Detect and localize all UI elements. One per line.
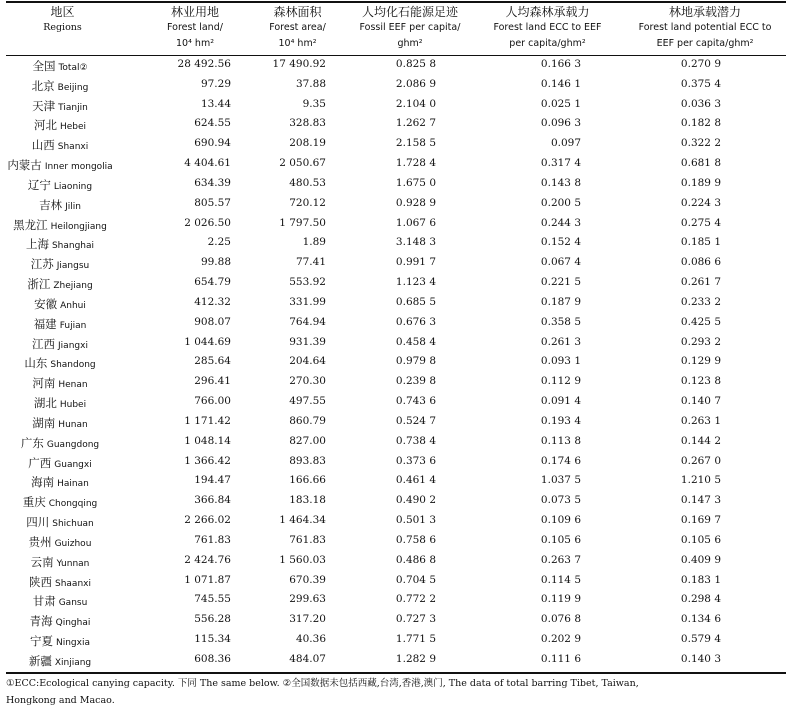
forest-area-value: 40.36 <box>295 633 326 646</box>
forest-ecc-value: 0.317 4 <box>540 157 581 170</box>
region-name <box>0 296 120 312</box>
forest-land-value: 745.55 <box>194 593 231 606</box>
region-name-en: Hunan <box>58 419 88 430</box>
region-name <box>0 157 120 173</box>
region-name <box>0 455 120 471</box>
region-name-zh: 四川 <box>26 515 50 530</box>
region-name-zh: 上海 <box>25 237 49 252</box>
forest-ecc-value: 0.200 5 <box>540 196 581 209</box>
land-potential-value: 0.144 2 <box>680 434 721 447</box>
region-name <box>0 494 120 510</box>
region-name-zh: 天津 <box>32 98 56 113</box>
land-potential-value: 1.210 5 <box>680 474 721 487</box>
table-row <box>0 215 791 235</box>
forest-land-value: 1 048.14 <box>184 434 231 447</box>
fossil-eef-value: 3.148 3 <box>395 236 436 249</box>
forest-land-value: 761.83 <box>194 533 231 546</box>
land-potential-value: 0.036 3 <box>680 97 721 110</box>
table-row <box>0 56 791 76</box>
region-name <box>0 276 120 292</box>
forest-ecc-value: 0.244 3 <box>540 216 581 229</box>
region-name-en: Shaanxi <box>55 578 91 589</box>
region-name-en: Ningxia <box>56 638 90 649</box>
table-row <box>0 472 791 492</box>
forest-land-value: 1 071.87 <box>184 573 231 586</box>
forest-ecc-value: 0.119 9 <box>540 593 581 606</box>
fossil-eef-value: 1.771 5 <box>395 633 436 646</box>
region-name-en: Total② <box>58 63 88 73</box>
forest-area-value: 670.39 <box>289 573 326 586</box>
fossil-eef-value: 0.458 4 <box>395 335 436 348</box>
region-name <box>0 256 120 272</box>
forest-ecc-value: 0.105 6 <box>540 533 581 546</box>
forest-ecc-value: 0.193 4 <box>540 414 581 427</box>
forest-land-value: 908.07 <box>194 315 231 328</box>
region-name-en: Guizhou <box>54 538 92 549</box>
table-row <box>0 234 791 254</box>
region-name-zh: 广东 <box>20 435 44 450</box>
forest-area-value: 720.12 <box>289 196 326 209</box>
forest-area-value: 204.64 <box>289 355 326 368</box>
region-name-zh: 安徽 <box>34 296 58 311</box>
table-row <box>0 334 791 354</box>
forest-area-value: 270.30 <box>289 375 326 388</box>
table-row <box>0 155 791 175</box>
table-row <box>0 651 791 671</box>
fossil-eef-value: 0.991 7 <box>395 256 436 269</box>
forest-area-value: 2 050.67 <box>279 157 326 170</box>
forest-land-value: 2 266.02 <box>184 514 231 527</box>
forest-area-value: 893.83 <box>289 454 326 467</box>
table-row <box>0 294 791 314</box>
forest-area-value: 553.92 <box>289 276 326 289</box>
region-name-zh: 北京 <box>31 78 55 93</box>
region-name-en: Henan <box>58 380 88 391</box>
fossil-eef-value: 1.262 7 <box>395 117 436 130</box>
land-potential-value: 0.375 4 <box>680 77 721 90</box>
region-name-en: Shanxi <box>57 142 89 153</box>
region-name <box>0 197 120 213</box>
land-potential-value: 0.185 1 <box>680 236 721 249</box>
region-name-zh: 重庆 <box>22 495 46 510</box>
fossil-eef-value: 0.727 3 <box>395 613 436 626</box>
forest-ecc-value: 0.152 4 <box>540 236 581 249</box>
fossil-eef-value: 0.704 5 <box>395 573 436 586</box>
forest-ecc-value: 0.091 4 <box>540 395 581 408</box>
forest-area-value: 1.89 <box>302 236 326 249</box>
land-potential-value: 0.425 5 <box>680 315 721 328</box>
forest-area-value: 77.41 <box>295 256 326 269</box>
fossil-eef-value: 0.928 9 <box>395 196 436 209</box>
region-name <box>0 554 120 570</box>
region-name-zh: 吉林 <box>39 197 63 212</box>
fossil-eef-value: 1.123 4 <box>395 276 436 289</box>
region-name-zh: 海南 <box>31 475 55 490</box>
region-name-zh: 广西 <box>28 455 52 470</box>
region-name-en: Heilongjiang <box>50 221 107 232</box>
forest-ecc-value: 0.097 <box>550 137 581 150</box>
land-potential-value: 0.224 3 <box>680 196 721 209</box>
region-name-en: Shanghai <box>51 241 95 252</box>
forest-area-value: 764.94 <box>289 315 326 328</box>
forest-ecc-value: 0.093 1 <box>540 355 581 368</box>
footnote <box>6 675 786 709</box>
forest-ecc-value: 0.358 5 <box>540 315 581 328</box>
table-row <box>0 353 791 373</box>
forest-ecc-value: 0.166 3 <box>540 58 581 70</box>
forest-area-value: 9.35 <box>302 97 326 110</box>
forest-land-value: 28 492.56 <box>177 58 231 70</box>
region-name-en: Jiangxi <box>58 340 88 351</box>
forest-area-value: 317.20 <box>289 613 326 626</box>
forest-ecc-value: 0.096 3 <box>540 117 581 130</box>
land-potential-value: 0.270 9 <box>680 58 721 70</box>
forest-land-value: 366.84 <box>194 494 231 507</box>
fossil-eef-value: 2.086 9 <box>395 77 436 90</box>
fossil-eef-value: 0.676 3 <box>395 315 436 328</box>
forest-ecc-value: 0.112 9 <box>540 375 581 388</box>
forest-land-value: 1 366.42 <box>184 454 231 467</box>
bottom-rule <box>6 672 786 674</box>
table-row <box>0 413 791 433</box>
forest-area-value: 484.07 <box>289 652 326 665</box>
forest-area-value: 183.18 <box>289 494 326 507</box>
forest-land-value: 2 026.50 <box>184 216 231 229</box>
forest-ecc-value: 0.187 9 <box>540 295 581 308</box>
forest-land-value: 690.94 <box>194 137 231 150</box>
forest-ecc-value: 0.261 3 <box>540 335 581 348</box>
region-name-en: Shandong <box>50 360 96 371</box>
table-row <box>0 512 791 532</box>
region-name-en: Jilin <box>65 201 81 212</box>
fossil-eef-value: 0.979 8 <box>395 355 436 368</box>
forest-ecc-value: 0.111 6 <box>540 652 581 665</box>
region-name-zh: 江苏 <box>30 257 54 272</box>
land-potential-value: 0.123 8 <box>680 375 721 388</box>
forest-area-value: 480.53 <box>289 176 326 189</box>
fossil-eef-value: 1.067 6 <box>395 216 436 229</box>
forest-ecc-value: 0.073 5 <box>540 494 581 507</box>
forest-area-value: 166.66 <box>289 474 326 487</box>
forest-land-value: 194.47 <box>194 474 231 487</box>
forest-land-value: 4 404.61 <box>184 157 231 170</box>
forest-area-value: 1 797.50 <box>279 216 326 229</box>
fossil-eef-value: 0.743 6 <box>395 395 436 408</box>
region-name <box>0 336 120 352</box>
region-name-en: Guangdong <box>46 439 100 450</box>
region-name <box>0 117 120 133</box>
forest-land-value: 115.34 <box>194 633 231 646</box>
forest-land-value: 2 424.76 <box>184 553 231 566</box>
region-name-en: Chongqing <box>48 499 98 510</box>
region-name-zh: 甘肃 <box>32 594 56 609</box>
land-potential-value: 0.140 7 <box>680 395 721 408</box>
land-potential-value: 0.134 6 <box>680 613 721 626</box>
region-name-en: Hubei <box>59 400 87 411</box>
region-name-en: Hebei <box>59 122 87 133</box>
region-name-zh: 山东 <box>24 356 48 371</box>
forest-ecc-value: 0.113 8 <box>540 434 581 447</box>
region-name-en: Yunnan <box>56 558 90 569</box>
region-name <box>0 316 120 332</box>
top-rule <box>6 1 786 3</box>
forest-ecc-value: 1.037 5 <box>540 474 581 487</box>
land-potential-value: 0.579 4 <box>680 633 721 646</box>
land-potential-value: 0.267 0 <box>680 454 721 467</box>
region-name <box>0 534 120 550</box>
fossil-eef-value: 1.675 0 <box>395 176 436 189</box>
forest-land-value: 766.00 <box>194 395 231 408</box>
table-row <box>0 532 791 552</box>
region-name-en: Hainan <box>57 479 89 490</box>
forest-ecc-value: 0.143 8 <box>540 176 581 189</box>
forest-land-value: 634.39 <box>194 176 231 189</box>
table-row <box>0 453 791 473</box>
forest-ecc-value: 0.146 1 <box>540 77 581 90</box>
region-name-zh: 青海 <box>29 614 53 629</box>
land-potential-value: 0.293 2 <box>680 335 721 348</box>
forest-land-value: 1 171.42 <box>184 414 231 427</box>
region-name <box>0 514 120 530</box>
table-row <box>0 254 791 274</box>
table-row <box>0 572 791 592</box>
land-potential-value: 0.140 3 <box>680 652 721 665</box>
forest-area-value: 1 560.03 <box>279 553 326 566</box>
region-name-en: Guangxi <box>54 459 92 470</box>
region-name-zh: 山西 <box>31 138 55 153</box>
forest-ecc-value: 0.076 8 <box>540 613 581 626</box>
table-body <box>0 56 791 671</box>
table-row <box>0 76 791 96</box>
table-row <box>0 631 791 651</box>
fossil-eef-value: 0.825 8 <box>395 58 436 70</box>
header-region: 地区 Regions <box>43 5 82 33</box>
region-name <box>0 236 120 252</box>
region-name <box>0 137 120 153</box>
land-potential-value: 0.169 7 <box>680 514 721 527</box>
region-name <box>0 177 120 193</box>
region-name-en: Inner mongolia <box>44 162 113 173</box>
forest-area-value: 931.39 <box>289 335 326 348</box>
land-potential-value: 0.189 9 <box>680 176 721 189</box>
forest-ecc-value: 0.263 7 <box>540 553 581 566</box>
forest-area-value: 208.19 <box>289 137 326 150</box>
header-land-potential: 林地承载潜力 Forest land potential ECC to EEF per capita/ghm² <box>638 5 772 49</box>
forest-land-value: 556.28 <box>194 613 231 626</box>
header-forest-area: 森林面积 Forest area/ 10⁴ hm² <box>269 5 326 49</box>
fossil-eef-value: 0.758 6 <box>395 533 436 546</box>
fossil-eef-value: 0.501 3 <box>395 514 436 527</box>
region-name-en: Gansu <box>58 598 88 609</box>
land-potential-value: 0.233 2 <box>680 295 721 308</box>
land-potential-value: 0.275 4 <box>680 216 721 229</box>
forest-ecc-value: 0.109 6 <box>540 514 581 527</box>
land-potential-value: 0.183 1 <box>680 573 721 586</box>
land-potential-value: 0.681 8 <box>680 157 721 170</box>
region-name-zh: 宁夏 <box>30 634 53 649</box>
region-name-zh: 云南 <box>30 554 54 569</box>
region-name <box>0 593 120 609</box>
header-forest-land: 林业用地 Forest land/ 10⁴ hm² <box>167 5 223 49</box>
region-name-en: Qinghai <box>55 618 91 629</box>
region-name <box>0 633 120 649</box>
forest-ecc-value: 0.025 1 <box>540 97 581 110</box>
region-name <box>0 574 120 590</box>
table-row <box>0 96 791 116</box>
land-potential-value: 0.147 3 <box>680 494 721 507</box>
region-name-en: Jiangsu <box>56 261 90 272</box>
region-name-en: Shichuan <box>52 519 94 530</box>
fossil-eef-value: 0.524 7 <box>395 414 436 427</box>
region-name-en: Xinjiang <box>54 657 92 668</box>
region-name-zh: 黑龙江 <box>13 217 48 232</box>
fossil-eef-value: 2.158 5 <box>395 137 436 150</box>
forest-land-value: 805.57 <box>194 196 231 209</box>
region-name-zh: 湖南 <box>32 415 56 430</box>
region-name <box>0 415 120 431</box>
forest-area-value: 331.99 <box>289 295 326 308</box>
land-potential-value: 0.086 6 <box>680 256 721 269</box>
forest-area-value: 1 464.34 <box>279 514 326 527</box>
land-potential-value: 0.298 4 <box>680 593 721 606</box>
region-name-zh: 河北 <box>33 118 57 133</box>
region-name <box>0 78 120 94</box>
region-name-en: Anhui <box>60 300 86 311</box>
fossil-eef-value: 0.461 4 <box>395 474 436 487</box>
forest-area-value: 860.79 <box>289 414 326 427</box>
region-name <box>0 355 120 371</box>
fossil-eef-value: 0.373 6 <box>395 454 436 467</box>
region-name-zh: 江西 <box>32 336 56 351</box>
region-name-en: Beijing <box>57 82 89 93</box>
fossil-eef-value: 0.490 2 <box>395 494 436 507</box>
fossil-eef-value: 0.772 2 <box>395 593 436 606</box>
region-name-zh: 全国 <box>32 59 56 73</box>
table-row <box>0 393 791 413</box>
forest-land-value: 296.41 <box>194 375 231 388</box>
table-row <box>0 115 791 135</box>
forest-ecc-value: 0.221 5 <box>540 276 581 289</box>
forest-land-value: 412.32 <box>194 295 231 308</box>
region-name-zh: 辽宁 <box>27 177 51 192</box>
forest-land-value: 97.29 <box>200 77 231 90</box>
forest-land-value: 1 044.69 <box>184 335 231 348</box>
table-row <box>0 433 791 453</box>
footnote-line-2: Hongkong and Macao. <box>6 695 115 706</box>
table-row <box>0 314 791 334</box>
header-forest-ecc: 人均森林承载力 Forest land ECC to EEF per capita/ghm² <box>493 5 602 49</box>
land-potential-value: 0.129 9 <box>680 355 721 368</box>
forest-area-value: 328.83 <box>289 117 326 130</box>
fossil-eef-value: 0.486 8 <box>395 553 436 566</box>
fossil-eef-value: 2.104 0 <box>395 97 436 110</box>
region-name-zh: 福建 <box>33 316 57 331</box>
forest-ecc-value: 0.174 6 <box>540 454 581 467</box>
table-row <box>0 611 791 631</box>
region-name <box>0 98 120 114</box>
forest-land-value: 624.55 <box>194 117 231 130</box>
fossil-eef-value: 1.728 4 <box>395 157 436 170</box>
region-name-en: Fujian <box>59 320 87 331</box>
forest-area-value: 37.88 <box>295 77 326 90</box>
table-row <box>0 492 791 512</box>
forest-land-value: 99.88 <box>200 256 231 269</box>
forest-land-value: 608.36 <box>194 652 231 665</box>
region-name <box>0 435 120 451</box>
land-potential-value: 0.409 9 <box>680 553 721 566</box>
region-name-zh: 贵州 <box>28 534 52 549</box>
forest-area-value: 17 490.92 <box>272 58 326 70</box>
header-fossil-eef: 人均化石能源足迹 Fossil EEF per capita/ ghm² <box>359 5 461 49</box>
region-name <box>0 375 120 391</box>
land-potential-value: 0.105 6 <box>680 533 721 546</box>
forest-land-value: 2.25 <box>207 236 231 249</box>
land-potential-value: 0.261 7 <box>680 276 721 289</box>
table-row <box>0 552 791 572</box>
forest-area-value: 497.55 <box>289 395 326 408</box>
forest-ecc-value: 0.067 4 <box>540 256 581 269</box>
region-name-zh: 陕西 <box>29 574 52 589</box>
region-name-en: Liaoning <box>53 181 93 192</box>
region-name <box>0 58 120 74</box>
forest-ecc-value: 0.202 9 <box>540 633 581 646</box>
table-row <box>0 135 791 155</box>
fossil-eef-value: 1.282 9 <box>395 652 436 665</box>
forest-area-value: 299.63 <box>289 593 326 606</box>
forest-area-value: 827.00 <box>289 434 326 447</box>
region-name-en: Tianjin <box>58 102 88 113</box>
region-name-zh: 内蒙古 <box>7 158 42 173</box>
footnote-line-1: ①ECC:Ecological canying capacity. 下同 The same below. ②全国数据未包括西藏,台湾,香港,澳门, The data of total barring Tibet, Taiwan, <box>6 678 639 689</box>
forest-area-value: 761.83 <box>289 533 326 546</box>
land-potential-value: 0.322 2 <box>680 137 721 150</box>
region-name-zh: 新疆 <box>28 653 52 668</box>
land-potential-value: 0.182 8 <box>680 117 721 130</box>
region-name-zh: 浙江 <box>27 277 51 292</box>
table-row <box>0 195 791 215</box>
forest-land-value: 285.64 <box>194 355 231 368</box>
region-name <box>0 395 120 411</box>
forest-land-value: 13.44 <box>200 97 231 110</box>
fossil-eef-value: 0.685 5 <box>395 295 436 308</box>
fossil-eef-value: 0.239 8 <box>395 375 436 388</box>
region-name <box>0 474 120 490</box>
region-name <box>0 217 120 233</box>
region-name <box>0 653 120 669</box>
region-name-zh: 河南 <box>32 376 56 391</box>
region-name <box>0 613 120 629</box>
forest-land-value: 654.79 <box>194 276 231 289</box>
table-row <box>0 591 791 611</box>
land-potential-value: 0.263 1 <box>680 414 721 427</box>
region-name-en: Zhejiang <box>53 281 93 292</box>
table-row <box>0 175 791 195</box>
table-row <box>0 373 791 393</box>
region-name-zh: 湖北 <box>33 396 57 411</box>
fossil-eef-value: 0.738 4 <box>395 434 436 447</box>
forest-ecc-value: 0.114 5 <box>540 573 581 586</box>
table-row <box>0 274 791 294</box>
